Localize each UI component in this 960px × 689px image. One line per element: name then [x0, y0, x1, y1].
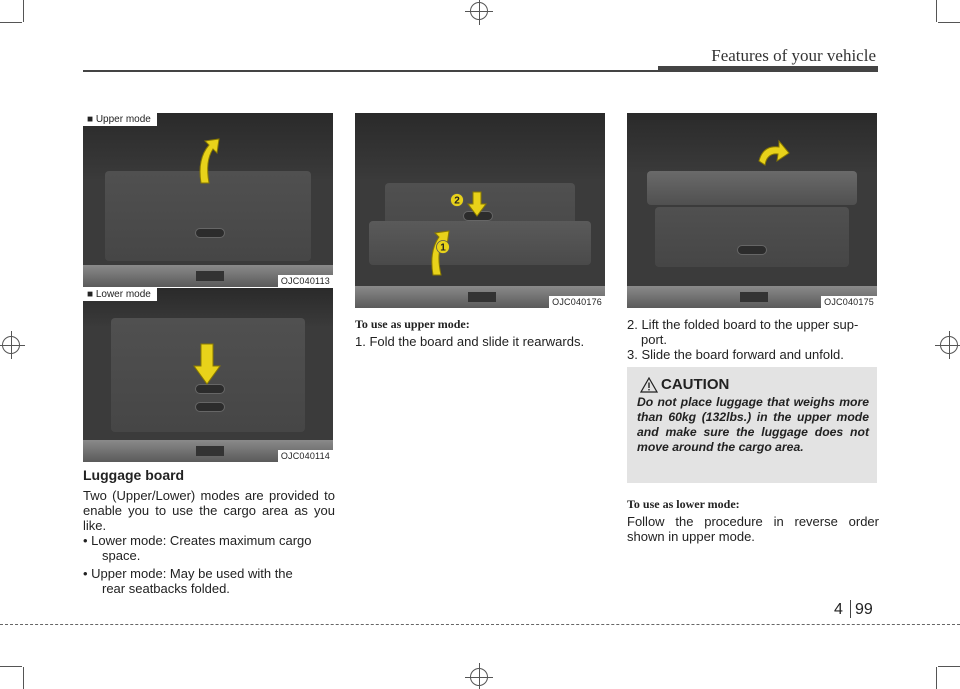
- figure-code: OJC040114: [278, 450, 333, 462]
- list-item: • Lower mode: Creates maximum cargo: [83, 533, 312, 548]
- registration-mark-left: [2, 336, 20, 354]
- chapter-number: 4: [834, 601, 843, 618]
- figure-code: OJC040113: [278, 275, 333, 287]
- down-arrow-icon: [467, 191, 487, 217]
- list-item-continuation: rear seatbacks folded.: [102, 581, 230, 596]
- list-item-continuation: space.: [102, 548, 141, 563]
- figure-mode-tag: ■ Lower mode: [83, 288, 157, 301]
- page-header-title: Features of your vehicle: [711, 46, 876, 65]
- crop-mark: [23, 0, 24, 22]
- registration-mark-top: [470, 2, 488, 20]
- footer-rule: [0, 624, 960, 625]
- list-item: • Upper mode: May be used with the: [83, 566, 293, 581]
- page-number: 99: [855, 601, 873, 618]
- subheading-lower-mode: To use as lower mode:: [627, 497, 740, 511]
- figure-mode-tag: ■ Upper mode: [83, 113, 157, 126]
- registration-mark-bottom: [470, 668, 488, 686]
- down-arrow-icon: [192, 342, 222, 386]
- crop-mark: [936, 0, 937, 22]
- registration-mark-right: [940, 336, 958, 354]
- step-3: 3. Slide the board forward and unfold.: [627, 347, 844, 362]
- caution-text: Do not place luggage that weighs more than 60kg (132lbs.) in the upper mode and make sure the luggage does not move around the cargo area.: [637, 395, 869, 454]
- step-marker-label: 2: [454, 195, 460, 207]
- figure-code: OJC040176: [549, 296, 605, 308]
- crop-mark: [936, 667, 937, 689]
- figure-fold-board: [355, 113, 605, 308]
- step-2-continuation: port.: [641, 332, 668, 347]
- section-heading: Luggage board: [83, 467, 185, 483]
- step-2: 2. Lift the folded board to the upper sup-: [627, 317, 859, 332]
- lower-mode-paragraph: Follow the procedure in reverse order shown in upper mode.: [627, 514, 879, 544]
- crop-mark: [0, 666, 22, 667]
- crop-mark: [23, 667, 24, 689]
- curved-arrow-icon: [193, 135, 223, 185]
- step-marker-label: 1: [440, 242, 446, 254]
- warning-icon: [640, 377, 658, 393]
- crop-mark: [938, 666, 960, 667]
- page-number-separator: [850, 600, 851, 618]
- crop-mark: [938, 22, 960, 23]
- figure-upper-mode: [83, 113, 333, 287]
- caution-title: CAUTION: [661, 376, 730, 393]
- figure-lift-board: [627, 113, 877, 308]
- figure-lower-mode: [83, 288, 333, 462]
- subheading-upper-mode: To use as upper mode:: [355, 317, 470, 331]
- intro-paragraph: Two (Upper/Lower) modes are provided to enable you to use the cargo area as you like.: [83, 488, 335, 533]
- header-rule-accent: [658, 66, 878, 72]
- step-marker-icon: [450, 193, 464, 207]
- step-marker-icon: [436, 240, 450, 254]
- figure-code: OJC040175: [821, 296, 877, 308]
- rotate-arrow-icon: [755, 139, 791, 171]
- step-1: 1. Fold the board and slide it rearwards.: [355, 334, 585, 349]
- caution-box: [627, 367, 877, 483]
- crop-mark: [0, 22, 22, 23]
